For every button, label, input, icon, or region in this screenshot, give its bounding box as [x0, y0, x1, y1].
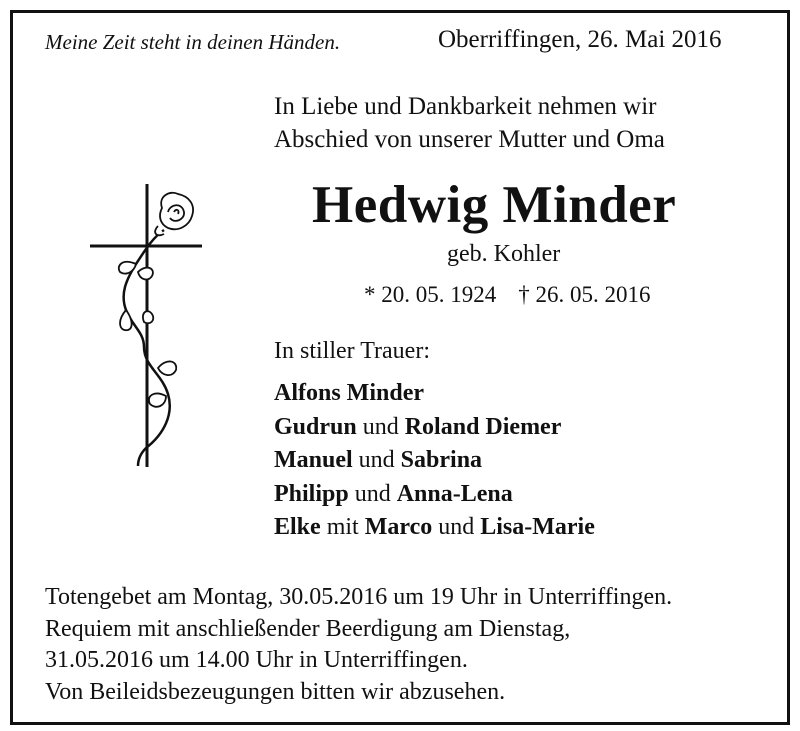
funeral-line: Totengebet am Montag, 30.05.2016 um 19 Uhr in Unterriffingen. [45, 584, 673, 610]
funeral-line: 31.05.2016 um 14.00 Uhr in Unterriffingen. [45, 647, 468, 673]
mourner-name: Sabrina [400, 447, 483, 473]
death-date: † 26. 05. 2016 [518, 282, 651, 307]
mourner-row [274, 411, 595, 445]
mourner-name: Roland Diemer [404, 413, 562, 440]
mourner-name: Alfons Minder [274, 380, 424, 406]
intro-line: In Liebe und Dankbarkeit nehmen wir [274, 93, 657, 120]
life-dates [364, 282, 651, 308]
mourners-list [274, 377, 595, 545]
mourner-row [274, 377, 595, 411]
mourner-name: Manuel [274, 447, 353, 473]
mourner-connector: und [438, 514, 475, 540]
mourner-name: Philipp [274, 480, 349, 507]
funeral-details [45, 582, 672, 708]
funeral-line: Von Beileidsbezeugungen bitten wir abzusehen. [45, 678, 506, 705]
maiden-name: geb. Kohler [447, 241, 561, 267]
mourner-name: Anna-Lena [396, 480, 513, 507]
cross-with-rose-icon [86, 182, 206, 477]
intro-text [274, 90, 665, 156]
mourning-label: In stiller Trauer: [274, 338, 430, 364]
birth-date: * 20. 05. 1924 [364, 282, 497, 307]
mourner-name: Elke [274, 514, 321, 540]
mourner-connector: mit [326, 514, 359, 540]
funeral-line: Requiem mit anschließender Beerdigung am Dienstag, [45, 615, 571, 642]
mourner-connector: und [354, 480, 391, 507]
mourner-name: Lisa-Marie [480, 514, 595, 540]
mourner-name: Marco [364, 514, 433, 540]
mourner-connector: und [362, 413, 399, 440]
intro-line: Abschied von unserer Mutter und Oma [274, 126, 665, 153]
mourner-row [274, 444, 595, 478]
mourner-row [274, 478, 595, 512]
motto: Meine Zeit steht in deinen Händen. [45, 30, 341, 54]
mourner-connector: und [358, 447, 395, 473]
mourner-name: Gudrun [274, 413, 357, 440]
mourner-row [274, 511, 595, 545]
deceased-name: Hedwig Minder [312, 176, 677, 234]
place-date: Oberriffingen, 26. Mai 2016 [438, 26, 722, 53]
